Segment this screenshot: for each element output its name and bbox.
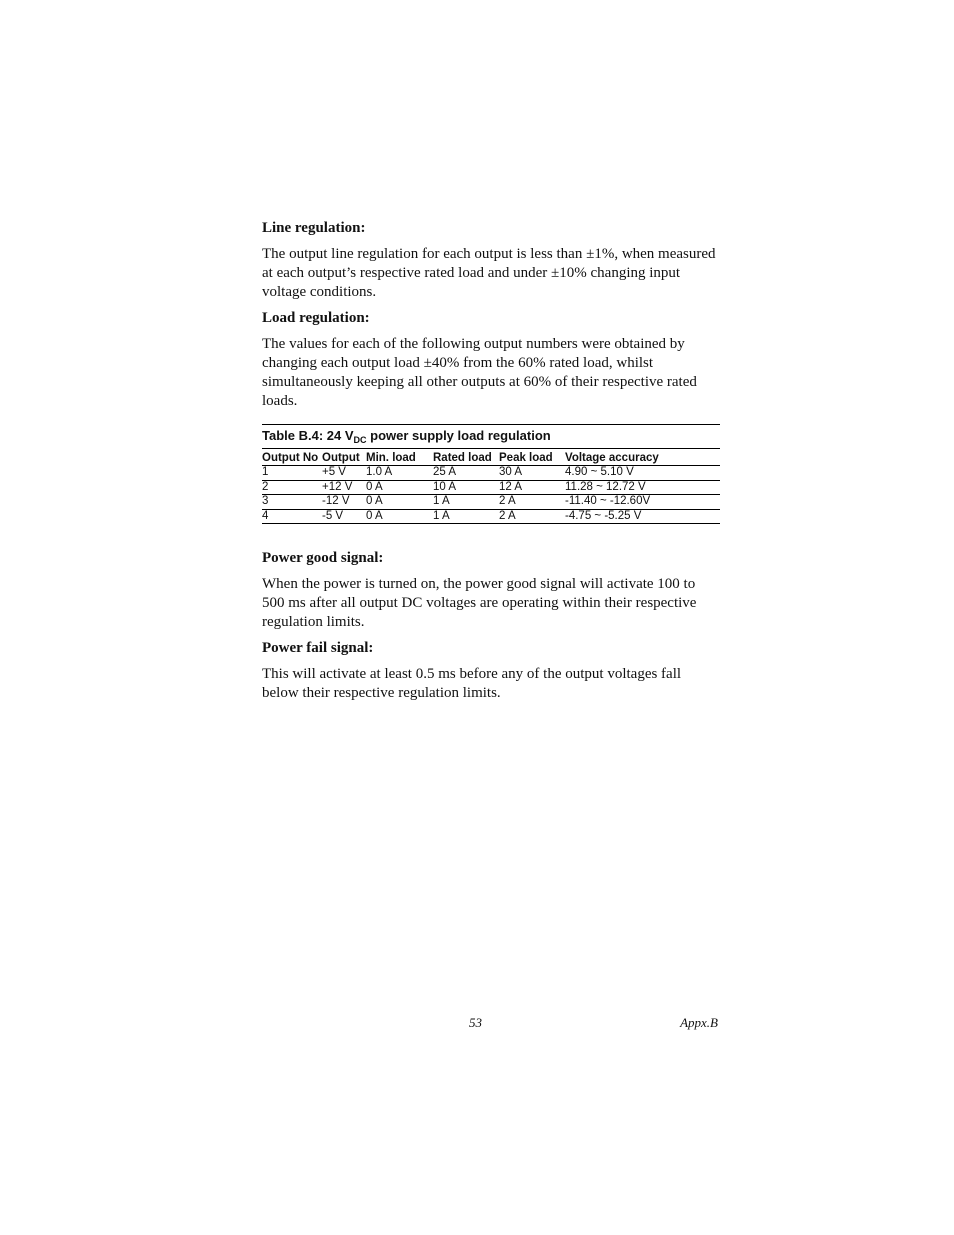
cell-output: +5 V bbox=[322, 466, 366, 481]
table-row bbox=[262, 509, 720, 524]
table-row bbox=[262, 466, 720, 481]
cell-output-no: 4 bbox=[262, 509, 322, 524]
cell-output-no: 1 bbox=[262, 466, 322, 481]
line-regulation-heading: Line regulation: bbox=[262, 220, 366, 236]
cell-voltage-accuracy: -11.40 ~ -12.60V bbox=[565, 495, 720, 510]
cell-min-load: 0 A bbox=[366, 480, 433, 495]
header-output: Output bbox=[322, 449, 366, 466]
cell-output: -12 V bbox=[322, 495, 366, 510]
cell-rated-load: 1 A bbox=[433, 509, 499, 524]
page-number: 53 bbox=[469, 1015, 482, 1030]
cell-voltage-accuracy: -4.75 ~ -5.25 V bbox=[565, 509, 720, 524]
load-regulation-text: The values for each of the following output numbers were obtained by changing each output load ±40% from the 60% rated load, whilst simultaneously keeping all other outputs at 60% of their respective rated loads. bbox=[262, 336, 697, 409]
load-regulation-heading: Load regulation: bbox=[262, 310, 370, 326]
table-caption-subscript: DC bbox=[353, 435, 367, 445]
cell-peak-load: 12 A bbox=[499, 480, 565, 495]
cell-min-load: 1.0 A bbox=[366, 466, 433, 481]
cell-output: -5 V bbox=[322, 509, 366, 524]
cell-voltage-accuracy: 4.90 ~ 5.10 V bbox=[565, 466, 720, 481]
cell-peak-load: 2 A bbox=[499, 509, 565, 524]
power-good-text: When the power is turned on, the power good signal will activate 100 to 500 ms after all output DC voltages are operating within their respective regulation limits. bbox=[262, 576, 697, 630]
power-fail-text: This will activate at least 0.5 ms before any of the output voltages fall below their respective regulation limits. bbox=[262, 666, 682, 701]
table-caption-suffix: power supply load regulation bbox=[366, 428, 551, 443]
cell-peak-load: 30 A bbox=[499, 466, 565, 481]
load-regulation-table bbox=[262, 448, 720, 524]
cell-min-load: 0 A bbox=[366, 495, 433, 510]
cell-voltage-accuracy: 11.28 ~ 12.72 V bbox=[565, 480, 720, 495]
power-good-heading: Power good signal: bbox=[262, 550, 384, 566]
header-rated-load: Rated load bbox=[433, 449, 499, 466]
header-output-no: Output No bbox=[262, 449, 322, 466]
cell-output: +12 V bbox=[322, 480, 366, 495]
section-label: Appx.B bbox=[680, 1015, 718, 1030]
cell-output-no: 3 bbox=[262, 495, 322, 510]
table-row bbox=[262, 495, 720, 510]
cell-rated-load: 1 A bbox=[433, 495, 499, 510]
cell-rated-load: 10 A bbox=[433, 480, 499, 495]
header-peak-load: Peak load bbox=[499, 449, 565, 466]
cell-rated-load: 25 A bbox=[433, 466, 499, 481]
cell-peak-load: 2 A bbox=[499, 495, 565, 510]
table-caption bbox=[262, 425, 720, 448]
table-row bbox=[262, 480, 720, 495]
header-voltage-accuracy: Voltage accuracy bbox=[565, 449, 720, 466]
cell-min-load: 0 A bbox=[366, 509, 433, 524]
cell-output-no: 2 bbox=[262, 480, 322, 495]
table-caption-prefix: Table B.4: 24 V bbox=[262, 428, 354, 443]
line-regulation-text: The output line regulation for each output is less than ±1%, when measured at each output’s respective rated load and under ±10% changing input voltage conditions. bbox=[262, 246, 716, 300]
table-header-row bbox=[262, 449, 720, 466]
header-min-load: Min. load bbox=[366, 449, 433, 466]
page-footer bbox=[262, 1015, 720, 1035]
page-content bbox=[262, 218, 720, 709]
signals-section bbox=[262, 548, 720, 703]
power-fail-heading: Power fail signal: bbox=[262, 640, 374, 656]
load-regulation-table-block bbox=[262, 424, 720, 524]
